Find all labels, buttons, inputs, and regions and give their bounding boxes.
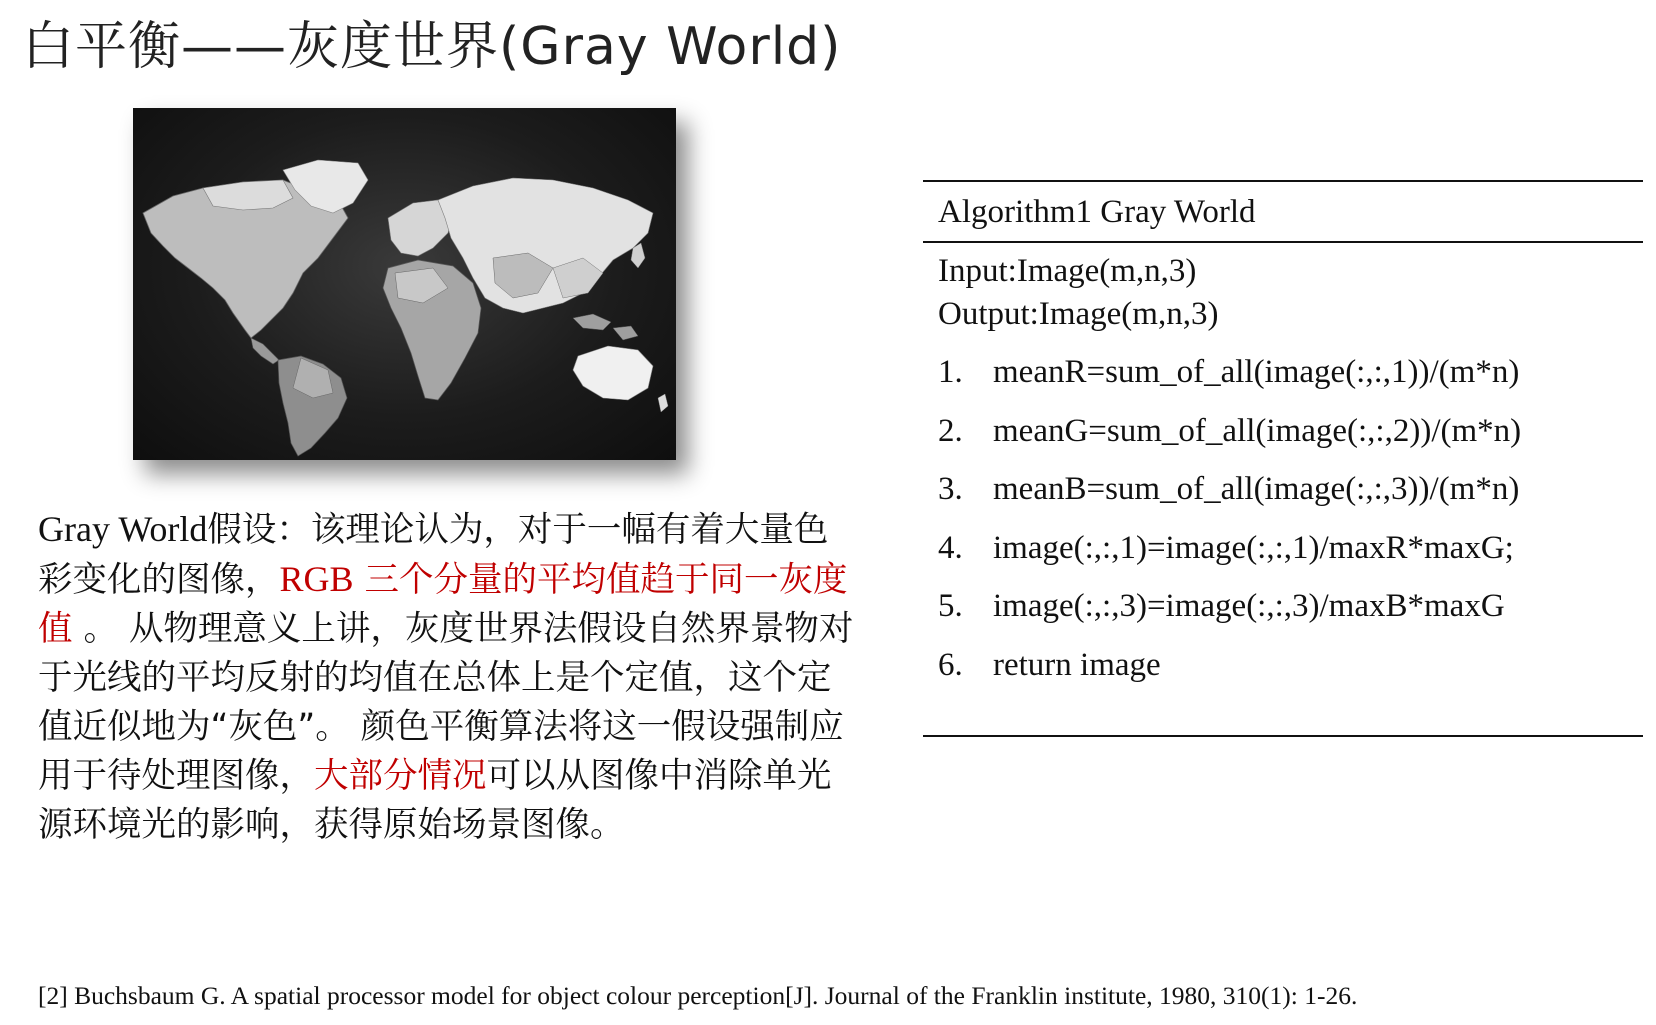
desc-highlight-rgb: RGB bbox=[279, 559, 354, 599]
algorithm-step bbox=[938, 350, 1521, 409]
algorithm-step bbox=[938, 643, 1521, 702]
step-text: meanR=sum_of_all(image(:,:,1))/(m*n) bbox=[993, 354, 1520, 390]
slide-title: 白平衡——灰度世界(Gray World) bbox=[22, 17, 842, 77]
step-number: 4. bbox=[938, 529, 963, 566]
step-number: 6. bbox=[938, 646, 963, 683]
step-number: 5. bbox=[938, 588, 963, 624]
reference-citation: [2] Buchsbaum G. A spatial processor model for object colour perception[J]. Journal of the Franklin institute, 1980, 310(1): 1-26. bbox=[38, 981, 1358, 1010]
step-text: meanB=sum_of_all(image(:,:,3))/(m*n) bbox=[993, 471, 1520, 507]
desc-highlight-mean: 三个分量的平均值趋于同一灰度值 bbox=[38, 560, 848, 649]
step-text: return image bbox=[993, 646, 1161, 683]
step-text: image(:,:,3)=image(:,:,3)/maxB*maxG bbox=[993, 588, 1505, 624]
step-number: 3. bbox=[938, 471, 963, 507]
algorithm-steps bbox=[938, 350, 1521, 701]
algorithm-step bbox=[938, 409, 1521, 468]
desc-latin-term: Gray World bbox=[38, 509, 208, 549]
algorithm-input: Input:Image(m,n,3) bbox=[938, 253, 1197, 289]
algorithm-output: Output:Image(m,n,3) bbox=[938, 296, 1219, 332]
algorithm-io bbox=[938, 250, 1218, 336]
desc-part-3: 可以从图像中消除单光源环境光的影响，获得原始场景图像。 bbox=[38, 756, 832, 845]
algorithm-top-rule bbox=[923, 180, 1643, 182]
step-number: 2. bbox=[938, 412, 963, 449]
world-map-image bbox=[133, 108, 676, 460]
step-text: meanG=sum_of_all(image(:,:,2))/(m*n) bbox=[993, 412, 1522, 449]
desc-part-1: 假设：该理论认为，对于一幅有着大量色彩变化的图像， bbox=[38, 510, 829, 600]
gray-world-description bbox=[38, 505, 858, 850]
algorithm-step bbox=[938, 467, 1521, 526]
desc-highlight-most-cases: 大部分情况 bbox=[314, 756, 487, 796]
algorithm-mid-rule bbox=[923, 241, 1643, 243]
desc-part-2: 。 从物理意义上讲，灰度世界法假设自然界景物对于光线的平均反射的均值在总体上是个定值，这个定值近似地为“灰色”。 颜色平衡算法将这一假设强制应用于待处理图像， bbox=[38, 609, 854, 796]
algorithm-step bbox=[938, 526, 1521, 585]
world-map-icon bbox=[133, 108, 676, 460]
step-text: image(:,:,1)=image(:,:,1)/maxR*maxG; bbox=[993, 529, 1514, 566]
algorithm-step bbox=[938, 584, 1521, 643]
step-number: 1. bbox=[938, 354, 963, 390]
algorithm-title: Algorithm1 Gray World bbox=[938, 194, 1256, 230]
algorithm-bottom-rule bbox=[923, 735, 1643, 737]
